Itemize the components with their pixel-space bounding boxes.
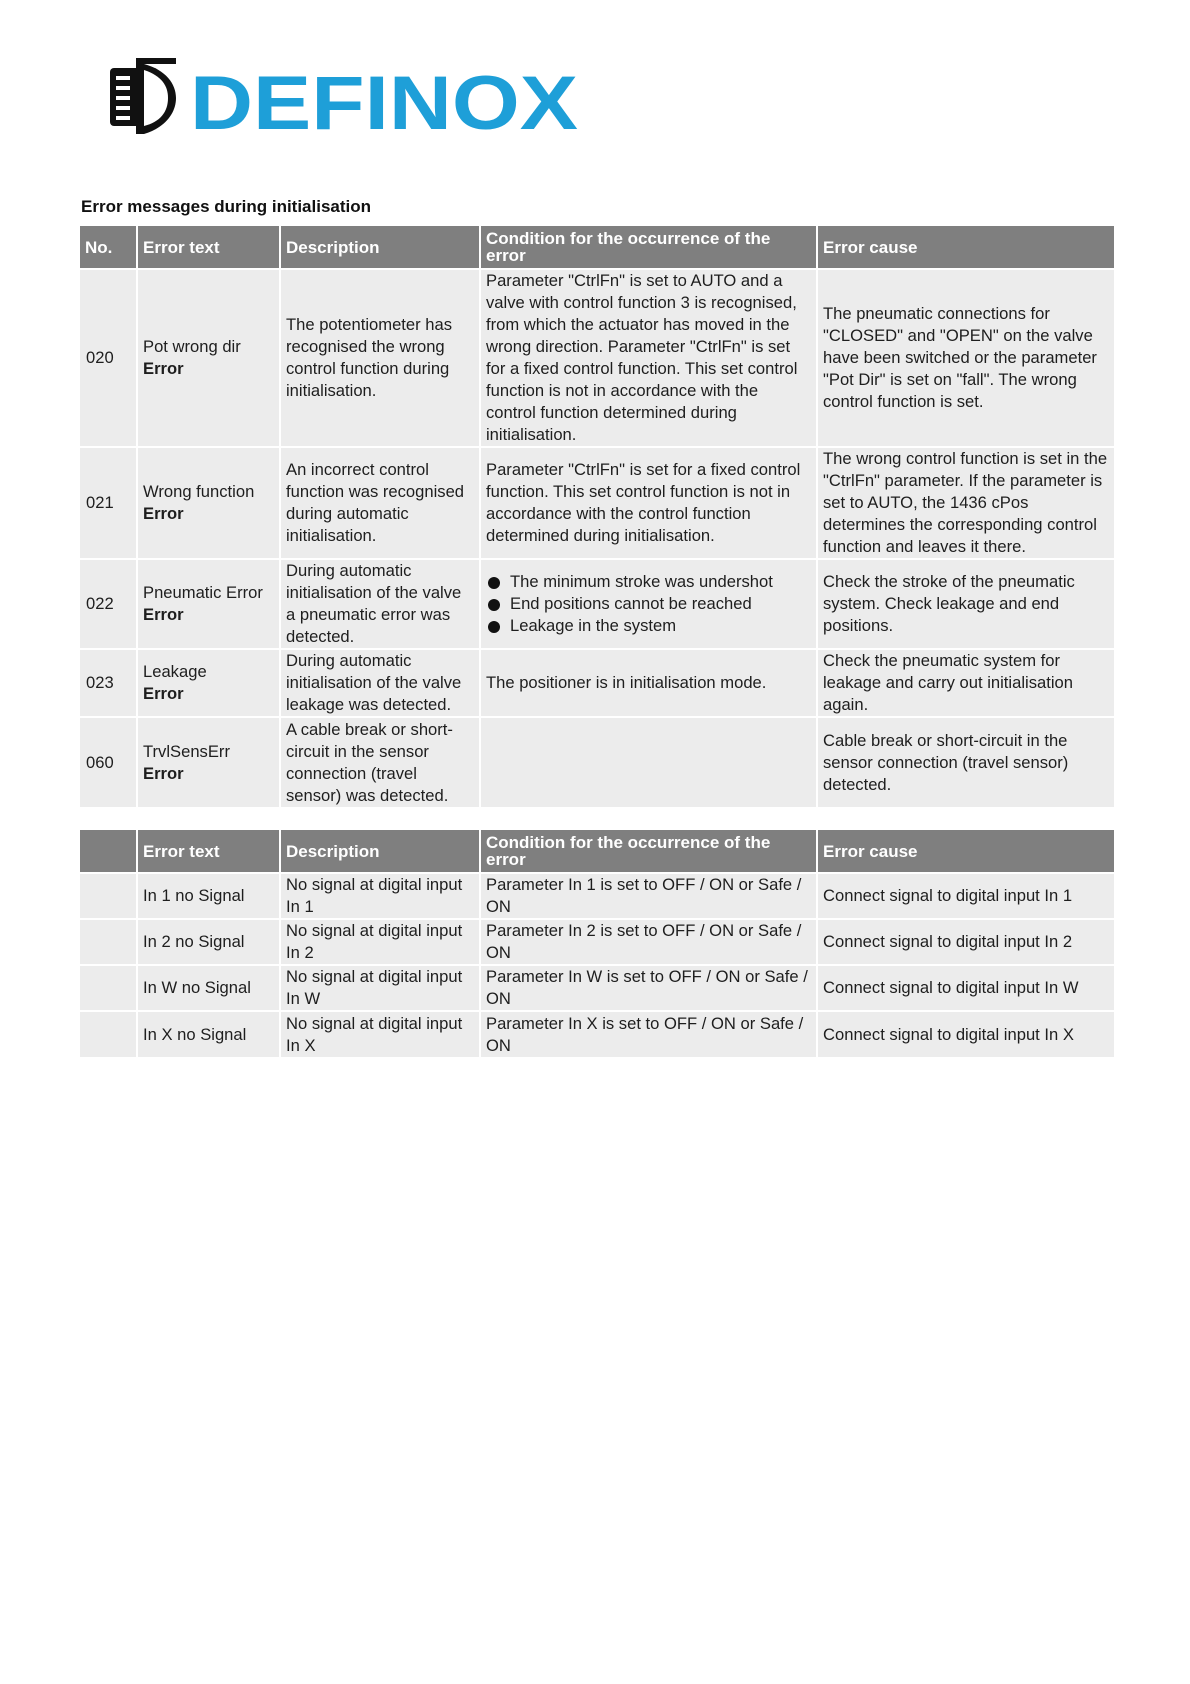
header-error-cause: Error cause <box>817 830 1114 873</box>
condition: Parameter "CtrlFn" is set for a fixed control function. This set control function is not in accordance with the control function determined during initialisation. <box>480 447 817 559</box>
error-text: Leakage <box>143 662 207 681</box>
condition: Parameter In 2 is set to OFF / ON or Safe / ON <box>480 919 817 965</box>
table-row <box>80 965 1114 1011</box>
table-row <box>80 649 1114 717</box>
list-item: End positions cannot be reached <box>486 593 811 615</box>
section-heading: Error messages during initialisation <box>81 197 372 216</box>
error-text-cell <box>137 559 280 649</box>
init-errors-table <box>80 226 1114 807</box>
error-label: Error <box>143 359 184 378</box>
header-description: Description <box>280 226 480 269</box>
condition: Parameter "CtrlFn" is set to AUTO and a valve with control function 3 is recognised, from which the actuator has moved in the wrong direction. Parameter "CtrlFn" is set for a fixed control function. This set control function is not in accordance with the control function determined during initialisation. <box>480 269 817 447</box>
definox-emblem-icon <box>110 58 176 134</box>
description: No signal at digital input In W <box>280 965 480 1011</box>
description: An incorrect control function was recognised during automatic initialisation. <box>280 447 480 559</box>
description: During automatic initialisation of the valve a pneumatic error was detected. <box>280 559 480 649</box>
condition: Parameter In W is set to OFF / ON or Safe / ON <box>480 965 817 1011</box>
list-item: Leakage in the system <box>486 615 811 637</box>
header-blank <box>80 830 137 873</box>
error-cause: The pneumatic connections for "CLOSED" and "OPEN" on the valve have been switched or the parameter "Pot Dir" is set on "fall". The wrong control function is set. <box>817 269 1114 447</box>
blank-cell <box>80 919 137 965</box>
header-no: No. <box>80 226 137 269</box>
blank-cell <box>80 873 137 919</box>
condition: Parameter In X is set to OFF / ON or Safe / ON <box>480 1011 817 1057</box>
error-number: 022 <box>80 559 137 649</box>
error-text: In 1 no Signal <box>137 873 280 919</box>
list-item: The minimum stroke was undershot <box>486 571 811 593</box>
table-header-row <box>80 226 1114 269</box>
condition: Parameter In 1 is set to OFF / ON or Safe / ON <box>480 873 817 919</box>
error-text: Pneumatic Error <box>143 583 263 602</box>
error-text-cell <box>137 447 280 559</box>
error-cause: Check the stroke of the pneumatic system. Check leakage and end positions. <box>817 559 1114 649</box>
condition-list <box>486 571 811 637</box>
error-number: 023 <box>80 649 137 717</box>
table-row <box>80 717 1114 807</box>
error-label: Error <box>143 605 184 624</box>
header-condition: Condition for the occurrence of the error <box>480 830 817 873</box>
definox-wordmark: DEFINOX <box>190 61 579 138</box>
error-text: Wrong function <box>143 482 255 501</box>
table-row <box>80 447 1114 559</box>
header-error-text: Error text <box>137 830 280 873</box>
description: No signal at digital input In 2 <box>280 919 480 965</box>
table-row <box>80 269 1114 447</box>
header-error-cause: Error cause <box>817 226 1114 269</box>
condition <box>480 717 817 807</box>
header-condition: Condition for the occurrence of the error <box>480 226 817 269</box>
table-row <box>80 919 1114 965</box>
blank-cell <box>80 965 137 1011</box>
condition: The positioner is in initialisation mode. <box>480 649 817 717</box>
definox-logo <box>110 56 580 138</box>
error-cause: Connect signal to digital input In W <box>817 965 1114 1011</box>
error-cause: The wrong control function is set in the "CtrlFn" parameter. If the parameter is set to AUTO, the 1436 cPos determines the corresponding control function and leaves it there. <box>817 447 1114 559</box>
error-text: In X no Signal <box>137 1011 280 1057</box>
error-text: In 2 no Signal <box>137 919 280 965</box>
error-text: Pot wrong dir <box>143 337 241 356</box>
error-cause: Check the pneumatic system for leakage and carry out initialisation again. <box>817 649 1114 717</box>
description: The potentiometer has recognised the wrong control function during initialisation. <box>280 269 480 447</box>
error-number: 020 <box>80 269 137 447</box>
error-number: 060 <box>80 717 137 807</box>
description: A cable break or short-circuit in the sensor connection (travel sensor) was detected. <box>280 717 480 807</box>
header-description: Description <box>280 830 480 873</box>
error-label: Error <box>143 684 184 703</box>
error-text-cell <box>137 269 280 447</box>
blank-cell <box>80 1011 137 1057</box>
condition <box>480 559 817 649</box>
error-label: Error <box>143 504 184 523</box>
error-label: Error <box>143 763 184 783</box>
error-text: TrvlSensErr <box>143 741 230 761</box>
table-row <box>80 559 1114 649</box>
description: During automatic initialisation of the valve leakage was detected. <box>280 649 480 717</box>
error-cause: Connect signal to digital input In 1 <box>817 873 1114 919</box>
header-error-text: Error text <box>137 226 280 269</box>
description: No signal at digital input In X <box>280 1011 480 1057</box>
error-cause: Connect signal to digital input In X <box>817 1011 1114 1057</box>
error-text-cell <box>137 717 280 807</box>
error-text-cell <box>137 649 280 717</box>
error-cause: Cable break or short-circuit in the sensor connection (travel sensor) detected. <box>817 717 1114 807</box>
table-header-row <box>80 830 1114 873</box>
error-number: 021 <box>80 447 137 559</box>
error-text: In W no Signal <box>137 965 280 1011</box>
table-row <box>80 1011 1114 1057</box>
table-row <box>80 873 1114 919</box>
description: No signal at digital input In 1 <box>280 873 480 919</box>
error-cause: Connect signal to digital input In 2 <box>817 919 1114 965</box>
digital-input-errors-table <box>80 830 1114 1057</box>
